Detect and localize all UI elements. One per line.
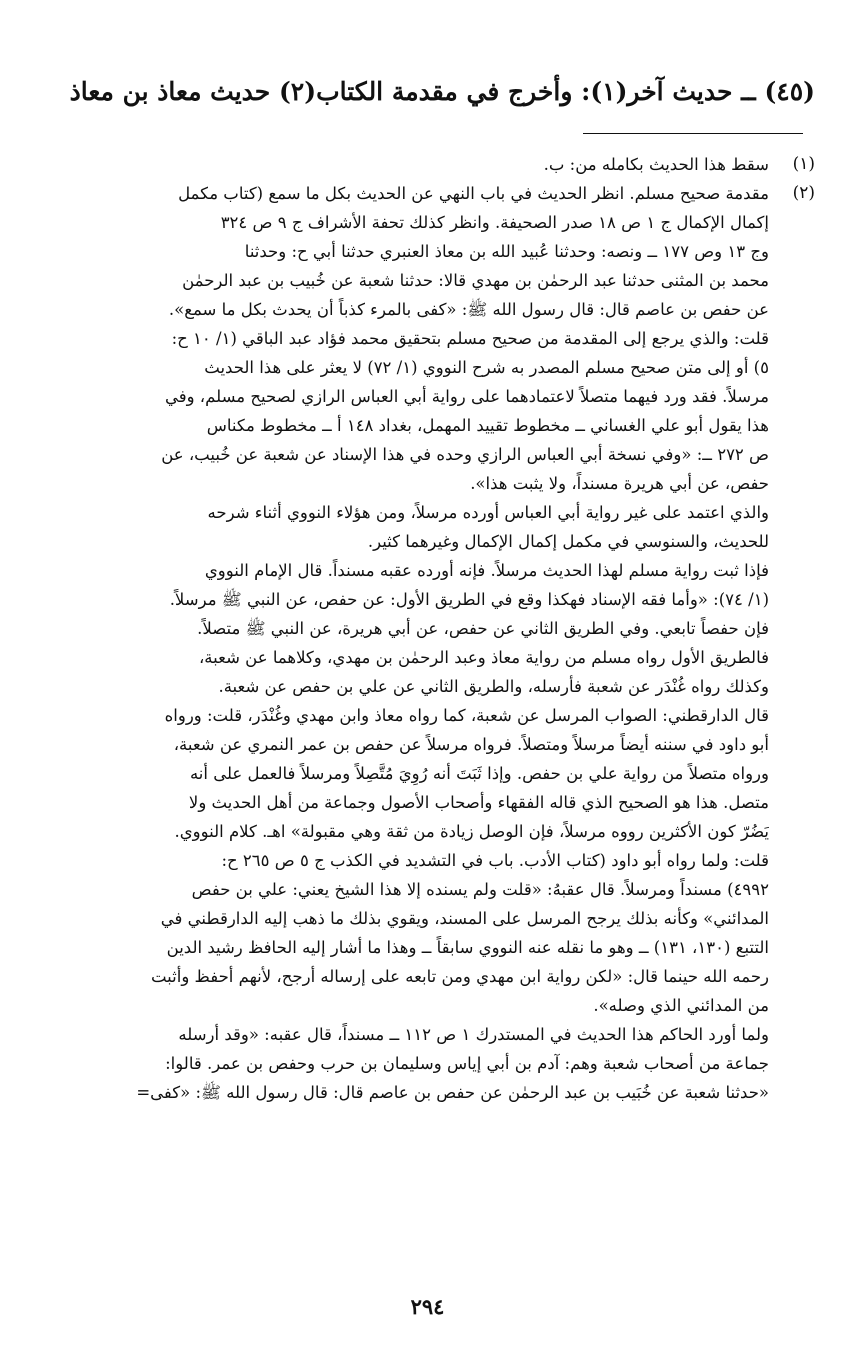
footnote-line: فإن حفصاً تابعي. وفي الطريق الثاني عن حفص، عن أبي هريرة، عن النبي ﷺ متصلاً. [197, 619, 769, 638]
footnote-line: محمد بن المثنى حدثنا عبد الرحمٰن بن مهدي قالا: حدثنا شعبة عن خُبيب بن عبد الرحمٰن [182, 271, 769, 290]
footnote-line: رحمه الله حينما قال: «لكن رواية ابن مهدي ومن تابعه على إرساله أرجح، لأنهم أحفظ وأثبت [150, 967, 769, 986]
footnote-line: وج ١٣ وص ١٧٧ ــ ونصه: وحدثنا عُبيد الله بن معاذ العنبري حدثنا أبي ح: وحدثنا [244, 242, 769, 261]
footnote-number: (٢) [792, 183, 815, 203]
footnote-line: المدائني» وكأنه بذلك يرجح المرسل على المسند، ويقوي بذلك ما ذهب إليه الدارقطني في [160, 909, 769, 928]
footnote-line: قال الدارقطني: الصواب المرسل عن شعبة، كما رواه معاذ وابن مهدي وغُنْدَر، قلت: ورواه [164, 706, 769, 725]
footnote-line: مرسلاً. فقد ورد فيهما متصلاً لاعتمادهما على رواية أبي العباس الرازي لصحيح مسلم، وفي [164, 387, 769, 406]
footnote-line: والذي اعتمد على غير رواية أبي العباس أورده مرسلاً، ومن هؤلاء النووي أثناء شرحه [207, 503, 769, 522]
footnote-line: أبو داود في سننه أيضاً مرسلاً ومتصلاً. فرواه مرسلاً عن حفص بن عمر النمري عن شعبة، [173, 735, 769, 754]
footnote-separator [583, 133, 803, 134]
footnote-line: فالطريق الأول رواه مسلم من رواية معاذ وعبد الرحمٰن بن مهدي، وكلاهما عن شعبة، [198, 648, 769, 667]
footnote-line: هذا يقول أبو علي الغساني ــ مخطوط تقييد المهمل، بغداد ١٤٨ أ ــ مخطوط مكناس [206, 416, 769, 435]
footnote-line: إكمال الإكمال ج ١ ص ١٨ صدر الصحيفة. وانظر كذلك تحفة الأشراف ج ٩ ص ٣٢٤ [220, 213, 769, 232]
footnote-line: قلت: والذي يرجع إلى المقدمة من صحيح مسلم بتحقيق محمد فؤاد عبد الباقي (١/ ١٠ ح: [171, 329, 769, 348]
footnote-line: حفص، عن أبي هريرة مسنداً، ولا يثبت هذا». [470, 474, 769, 493]
footnote-text [40, 150, 769, 179]
footnote-line: جماعة من أصحاب شعبة وهم: آدم بن أبي إياس وسليمان بن حرب وحفص بن عمر. قالوا: [165, 1054, 769, 1073]
footnote-number: (١) [792, 154, 815, 174]
footnote-line: عن حفص بن عاصم قال: قال رسول الله ﷺ: «كفى بالمرء كذباً أن يحدث بكل ما سمع». [168, 300, 769, 319]
footnote-line: متصل. هذا هو الصحيح الذي قاله الفقهاء وأصحاب الأصول وجماعة من أهل الحديث ولا [188, 793, 769, 812]
hadith-heading: (٤٥) ــ حديث آخر(١): وأخرج في مقدمة الكتاب(٢) حديث معاذ بن معاذ [69, 77, 815, 106]
footnote-line: قلت: ولما رواه أبو داود (كتاب الأدب. باب في التشديد في الكذب ج ٥ ص ٢٦٥ ح: [221, 851, 769, 870]
footnote-line: يَضُرّ كون الأكثرين رووه مرسلاً، فإن الوصل زيادة من ثقة وهي مقبولة» اهـ. كلام النووي. [174, 822, 769, 841]
page-number: ٢٩٤ [410, 1294, 445, 1319]
footnote-line: ورواه متصلاً من رواية علي بن حفص. وإذا ثَبَتَ أنه رُوِيَ مُتَّصِلاً ومرسلاً فالعمل على أنه [189, 764, 769, 783]
footnote-line: وكذلك رواه غُنْدَر عن شعبة فأرسله، والطريق الثاني عن علي بن حفص عن شعبة. [218, 677, 769, 696]
footnote-line: للحديث، والسنوسي في مكمل إكمال الإكمال وغيرهما كثير. [367, 532, 769, 551]
footnote-line: من المدائني الذي وصله». [593, 996, 769, 1015]
footnote-1 [40, 150, 815, 179]
footnote-line: ٥) أو إلى متن صحيح مسلم المصدر به شرح النووي (١/ ٧٢) لا يعثر على هذا الحديث [204, 358, 769, 377]
footnote-line: مقدمة صحيح مسلم. انظر الحديث في باب النهي عن الحديث بكل ما سمع (كتاب مكمل [178, 184, 769, 203]
footnote-2 [40, 179, 815, 1107]
footnotes [40, 150, 815, 1107]
footnote-line: (١/ ٧٤): «وأما فقه الإسناد فهكذا وقع في الطريق الأول: عن حفص، عن النبي ﷺ مرسلاً. [169, 590, 769, 609]
footnote-line: فإذا ثبت رواية مسلم لهذا الحديث مرسلاً. فإنه أورده عقبه مسنداً. قال الإمام النووي [204, 561, 769, 580]
footnote-line: ولما أورد الحاكم هذا الحديث في المستدرك ١ ص ١١٢ ــ مسنداً، قال عقبه: «وقد أرسله [178, 1025, 769, 1044]
footnote-text [40, 179, 769, 1107]
footnote-line: ص ٢٧٢ ــ: «وفي نسخة أبي العباس الرازي وحده في هذا الإسناد عن شعبة عن خُبيب، عن [161, 445, 769, 464]
footnote-line: سقط هذا الحديث بكامله من: ب. [543, 155, 769, 174]
footnote-line: «حدثنا شعبة عن خُبَيب بن عبد الرحمٰن عن حفص بن عاصم قال: قال رسول الله ﷺ: «كفى= [136, 1083, 769, 1102]
footnote-line: التتبع (١٣٠، ١٣١) ــ وهو ما نقله عنه النووي سابقاً ــ وهذا ما أشار إليه الحافظ رشيد الدين [166, 938, 769, 957]
footnote-line: ٤٩٩٢) مسنداً ومرسلاً. قال عقبهُ: «قلت ولم يسنده إلا هذا الشيخ يعني: علي بن حفص [191, 880, 769, 899]
